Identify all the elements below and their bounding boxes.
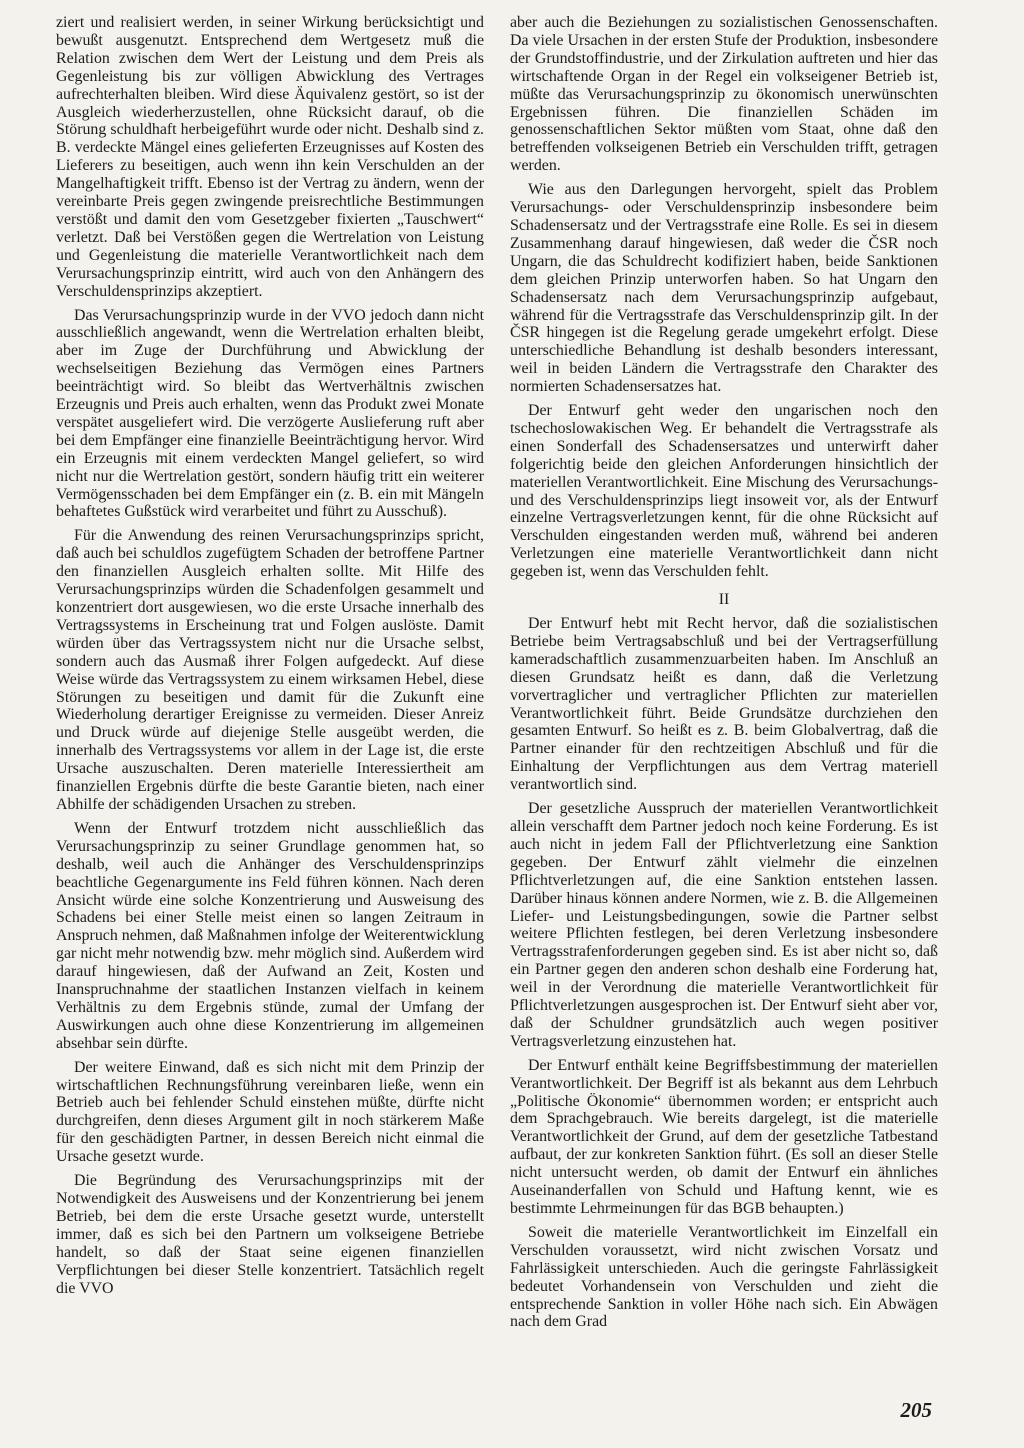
paragraph: Für die Anwendung des reinen Verursachungsprinzips spricht, daß auch bei schuldlos zugefügtem Schaden der betroffene Partner den finanziellen Ausgleich erhalten sollte. Mit Hilfe des Verursachungsprinzips würden die Schadenfolgen gesammelt und konzentriert dort ausgewiesen, wo die erste Ursache innerhalb des Vertragssystems in Erscheinung trat und Folgen auslöste. Damit würden über das Vertragssystem nicht nur die Ursache selbst, sondern auch das Ausmaß ihrer Folgen aufgedeckt. Auf diese Weise würde das Vertragssystem zu einem wirksamen Hebel, diese Störungen zu beseitigen und damit für die Zukunft eine Wiederholung derartiger Ereignisse zu vermeiden. Dieser Anreiz und Druck würde auf diejenige Stelle ausgeübt werden, die innerhalb des Vertragssystems vor allem in der Lage ist, die erste Ursache auszuschalten. Deren materielle Interessiertheit am finanziellen Ergebnis dürfte die beste Garantie bieten, nach einer Abhilfe der schädigenden Ursachen zu streben.: [56, 527, 484, 813]
right-column: [510, 14, 938, 1337]
left-column: [56, 14, 484, 1303]
paragraph: Der Entwurf hebt mit Recht hervor, daß die sozialistischen Betriebe beim Vertragsabschluß und bei der Vertragserfüllung kameradschaftlich zusammenzuarbeiten haben. Im Anschluß an diesen Grundsatz heißt es dann, daß die Verletzung vorvertraglicher und vertraglicher Pflichten zur materiellen Verantwortlichkeit führt. Beide Grundsätze durchziehen den gesamten Entwurf. So heißt es z. B. beim Globalvertrag, daß die Partner einander für den rechtzeitigen Abschluß und für die Einhaltung der Verpflichtungen aus dem Vertrag materiell verantwortlich sind.: [510, 615, 938, 794]
paragraph: aber auch die Beziehungen zu sozialistischen Genossenschaften. Da viele Ursachen in der ersten Stufe der Produktion, insbesondere der Grundstoffindustrie, und der Zirkulation auftreten und hier das wirtschaftende Organ in der Regel ein volkseigener Betrieb ist, müßte das Verursachungsprinzip zu ökonomisch unerwünschten Ergebnissen führen. Die finanziellen Schäden im genossenschaftlichen Sektor müßten vom Staat, ohne daß den betreffenden volkseigenen Betrieb ein Verschulden trifft, getragen werden.: [510, 14, 938, 175]
paragraph: ziert und realisiert werden, in seiner Wirkung berücksichtigt und bewußt ausgenutzt. Entsprechend dem Wertgesetz muß die Relation zwischen dem Wert der Leistung und dem Preis als Gegenleistung bis zur völligen Abwicklung des Vertrages aufrechterhalten bleiben. Wird diese Äquivalenz gestört, so ist der Ausgleich wiederherzustellen, ohne Rücksicht darauf, ob die Störung schuldhaft herbeigeführt wurde oder nicht. Deshalb sind z. B. verdeckte Mängel eines gelieferten Erzeugnisses auf Kosten des Lieferers zu beseitigen, auch wenn ihn kein Verschulden an der Mangelhaftigkeit trifft. Ebenso ist der Vertrag zu ändern, wenn der vereinbarte Preis gegen zwingende preisrechtliche Bestimmungen verstößt und damit den vom Gesetzgeber fixierten „Tauschwert“ verletzt. Daß bei Verstößen gegen die Wertrelation von Leistung und Gegenleistung die materielle Verantwortlichkeit nach dem Verursachungsprinzip eintritt, wird auch von den Anhängern des Verschuldensprinzips akzeptiert.: [56, 14, 484, 300]
paragraph: Der gesetzliche Ausspruch der materiellen Verantwortlichkeit allein verschafft dem Partner jedoch noch keine Forderung. Es ist auch nicht in jedem Fall der Pflichtverletzung eine Sanktion gegeben. Der Entwurf zählt vielmehr die einzelnen Pflichtverletzungen auf, die eine Sanktion entstehen lassen. Darüber hinaus können andere Normen, wie z. B. die Allgemeinen Liefer- und Leistungsbedingungen, sowie die Partner selbst weitere Pflichten festlegen, bei deren Verletzung insbesondere Vertragsstrafenforderungen gegeben sind. Es ist aber nicht so, daß ein Partner gegen den anderen schon deshalb eine Forderung hat, weil in der Verordnung die materielle Verantwortlichkeit für Pflichtverletzungen ausgesprochen ist. Der Entwurf sieht aber vor, daß der Schuldner grundsätzlich auch wegen positiver Vertragsverletzung einzustehen hat.: [510, 800, 938, 1050]
paragraph: Die Begründung des Verursachungsprinzips mit der Notwendigkeit des Ausweisens und der Konzentrierung bei jenem Betrieb, bei dem die erste Ursache gesetzt wurde, unterstellt immer, daß es sich bei den Partnern um volkseigene Betriebe handelt, so daß der Staat seine eigenen finanziellen Verpflichtungen bei dieser Stelle konzentriert. Tatsächlich regelt die VVO: [56, 1172, 484, 1297]
paragraph: Wenn der Entwurf trotzdem nicht ausschließlich das Verursachungsprinzip zu seiner Grundlage genommen hat, so deshalb, weil auch die Anhänger des Verschuldensprinzips beachtliche Gegenargumente ins Feld führen können. Nach deren Ansicht würde eine solche Konzentrierung und Ausweisung des Schadens bei einer Stelle meist einen so langen Zeitraum in Anspruch nehmen, daß Maßnahmen infolge der Weiterentwicklung gar nicht mehr notwendig bzw. mehr möglich sind. Außerdem wird darauf hingewiesen, daß der Aufwand an Zeit, Kosten und Inanspruchnahme der staatlichen Instanzen vielfach in keinem Verhältnis zu dem Ergebnis stünde, zumal der Umfang der Auswirkungen auch ohne diese Konzentrierung im allgemeinen absehbar sein dürfte.: [56, 819, 484, 1052]
page-number: 205: [900, 1398, 932, 1422]
paragraph: Der Entwurf enthält keine Begriffsbestimmung der materiellen Verantwortlichkeit. Der Begriff ist als bekannt aus dem Lehrbuch „Politische Ökonomie“ übernommen worden; er entspricht auch dem Sprachgebrauch. Wie bereits dargelegt, ist die materielle Verantwortlichkeit der Grund, auf dem der gesetzliche Tatbestand aufbaut, der zur konkreten Sanktion führt. (Es soll an dieser Stelle nicht untersucht werden, ob damit der Entwurf ein ähnliches Auseinanderfallen von Schuld und Haftung kennt, wie es bestimmte Lehrmeinungen für das BGB behaupten.): [510, 1056, 938, 1217]
paragraph: Soweit die materielle Verantwortlichkeit im Einzelfall ein Verschulden voraussetzt, wird nicht zwischen Vorsatz und Fahrlässigkeit unterschieden. Auch die geringste Fahrlässigkeit bedeutet Vorhandensein von Verschulden und zieht die entsprechende Sanktion in voller Höhe nach sich. Ein Abwägen nach dem Grad: [510, 1223, 938, 1331]
paragraph: Der Entwurf geht weder den ungarischen noch den tschechoslowakischen Weg. Er behandelt die Vertragsstrafe als einen Sonderfall des Schadensersatzes und unterwirft daher folgerichtig beide den gleichen Anforderungen hinsichtlich der materiellen Verantwortlichkeit. Eine Mischung des Verursachungs- und des Verschuldensprinzips liegt insoweit vor, als der Entwurf einzelne Vertragsverletzungen kennt, für die ohne Rücksicht auf Verschulden eingestanden werden muß, während bei anderen Verletzungen eine materielle Verantwortlichkeit dann nicht gegeben ist, wenn das Verschulden fehlt.: [510, 402, 938, 581]
paragraph: Der weitere Einwand, daß es sich nicht mit dem Prinzip der wirtschaftlichen Rechnungsführung vereinbaren ließe, wenn ein Betrieb auch bei fehlender Schuld einstehen müßte, dürfte nicht durchgreifen, denn dieses Argument gilt in noch stärkerem Maße für den geschädigten Partner, in dessen Bereich nicht einmal die Ursache gesetzt wurde.: [56, 1058, 484, 1166]
paragraph: Das Verursachungsprinzip wurde in der VVO jedoch dann nicht ausschließlich angewandt, wenn die Wertrelation erhalten bleibt, aber im Zuge der Durchführung und Abwicklung der wechselseitigen Beziehung das Vermögen eines Partners beeinträchtigt wird. So bleibt das Wertverhältnis zwischen Erzeugnis und Preis auch erhalten, wenn das Produkt zwei Monate verspätet ausgeliefert wird. Die verzögerte Auslieferung ruft aber bei dem Empfänger eine finanzielle Beeinträchtigung hervor. Wird ein Erzeugnis mit einem verdeckten Mangel geliefert, so wird nicht nur die Wertrelation gestört, sondern häufig tritt ein weiterer Vermögensschaden bei dem Empfänger ein (z. B. ein mit Mängeln behaftetes Gußstück wird verarbeitet und führt zu Ausschuß).: [56, 306, 484, 521]
section-heading: II: [718, 591, 730, 609]
paragraph: Wie aus den Darlegungen hervorgeht, spielt das Problem Verursachungs- oder Verschuldensprinzip insbesondere beim Schadensersatz und der Vertragsstrafe eine Rolle. Es sei in diesem Zusammenhang darauf hingewiesen, daß weder die ČSR noch Ungarn, die das Schuldrecht kodifiziert haben, beide Sanktionen dem gleichen Prinzip unterworfen haben. So hat Ungarn den Schadensersatz nach dem Verursachungsprinzip aufgebaut, während für die Vertragsstrafe das Verschuldensprinzip gilt. In der ČSR hingegen ist die Regelung gerade umgekehrt erfolgt. Diese unterschiedliche Behandlung ist deshalb besonders interessant, weil in beiden Ländern die Vertragsstrafe den Charakter des normierten Schadensersatzes hat.: [510, 181, 938, 396]
